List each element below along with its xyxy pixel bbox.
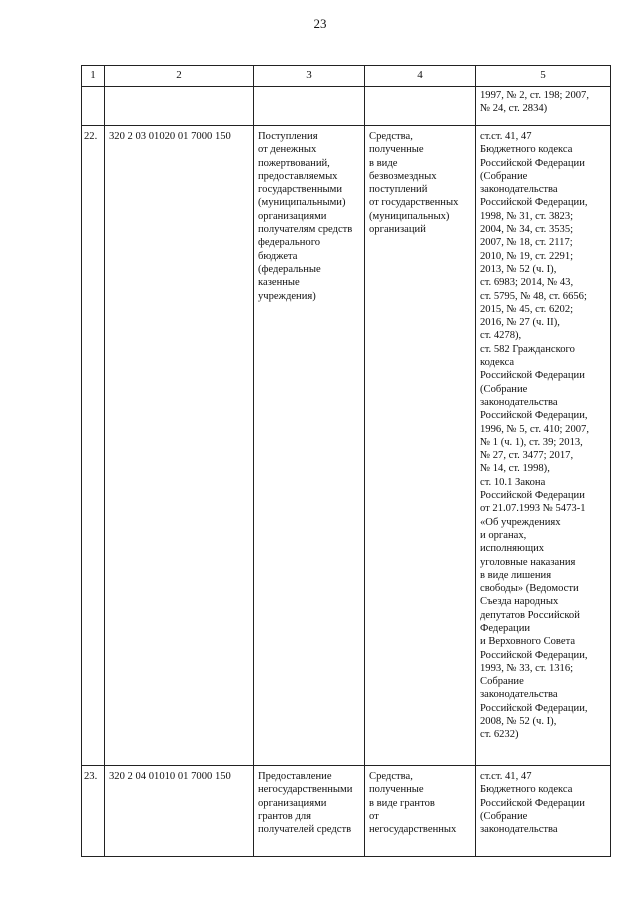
name-cell: Поступления от денежных пожертвований, предоставляемых государственными (муниципальными) организациями получателям средств федерального бюджета (федеральные казенные учреждения) [254, 126, 365, 766]
header-col-2: 2 [105, 66, 254, 87]
code-cell [105, 87, 254, 126]
table-row [82, 126, 611, 766]
table-row [82, 766, 611, 857]
legal-basis-cell: ст.ст. 41, 47 Бюджетного кодекса Российской Федерации (Собрание законодательства [476, 766, 611, 857]
code-cell: 320 2 04 01010 01 7000 150 [105, 766, 254, 857]
description-cell: Средства, полученные в виде безвозмездных поступлений от государственных (муниципальных) организаций [365, 126, 476, 766]
table-row-continuation [82, 87, 611, 126]
description-cell [365, 87, 476, 126]
row-number-cell: 22. [82, 126, 105, 766]
header-col-4: 4 [365, 66, 476, 87]
row-number-cell [82, 87, 105, 126]
table-header-row [82, 66, 611, 87]
name-cell [254, 87, 365, 126]
code-cell: 320 2 03 01020 01 7000 150 [105, 126, 254, 766]
revenue-codes-table [81, 65, 611, 857]
row-number-cell: 23. [82, 766, 105, 857]
description-cell: Средства, полученные в виде грантов от негосударственных [365, 766, 476, 857]
legal-basis-cell: ст.ст. 41, 47 Бюджетного кодекса Российской Федерации (Собрание законодательства Российской Федерации, 1998, № 31, ст. 3823; 2004, № 34, ст. 3535; 2007, № 18, ст. 2117; 2010, № 19, ст. 2291; 2013, № 52 (ч. I), ст. 6983; 2014, № 43, ст. 5795, № 48, ст. 6656; 2015, № 45, ст. 6202; 2016, № 27 (ч. II), ст. 4278), ст. 582 Гражданского кодекса Российской Федерации (Собрание законодательства Российской Федерации, 1996, № 5, ст. 410; 2007, № 1 (ч. 1), ст. 39; 2013, № 27, ст. 3477; 2017, № 14, ст. 1998), ст. 10.1 Закона Российской Федерации от 21.07.1993 № 5473-1 «Об учреждениях и органах, исполняющих уголовные наказания в виде лишения свободы» (Ведомости Съезда народных депутатов Российской Федерации и Верховного Совета Российской Федерации, 1993, № 33, ст. 1316; Собрание законодательства Российской Федерации, 2008, № 52 (ч. I), ст. 6232) [476, 126, 611, 766]
legal-basis-cell: 1997, № 2, ст. 198; 2007, № 24, ст. 2834) [476, 87, 611, 126]
name-cell: Предоставление негосударственными организациями грантов для получателей средств [254, 766, 365, 857]
page-bottom-margin [0, 866, 640, 905]
header-col-1: 1 [82, 66, 105, 87]
page-number: 23 [313, 16, 327, 31]
header-col-5: 5 [476, 66, 611, 87]
header-col-3: 3 [254, 66, 365, 87]
